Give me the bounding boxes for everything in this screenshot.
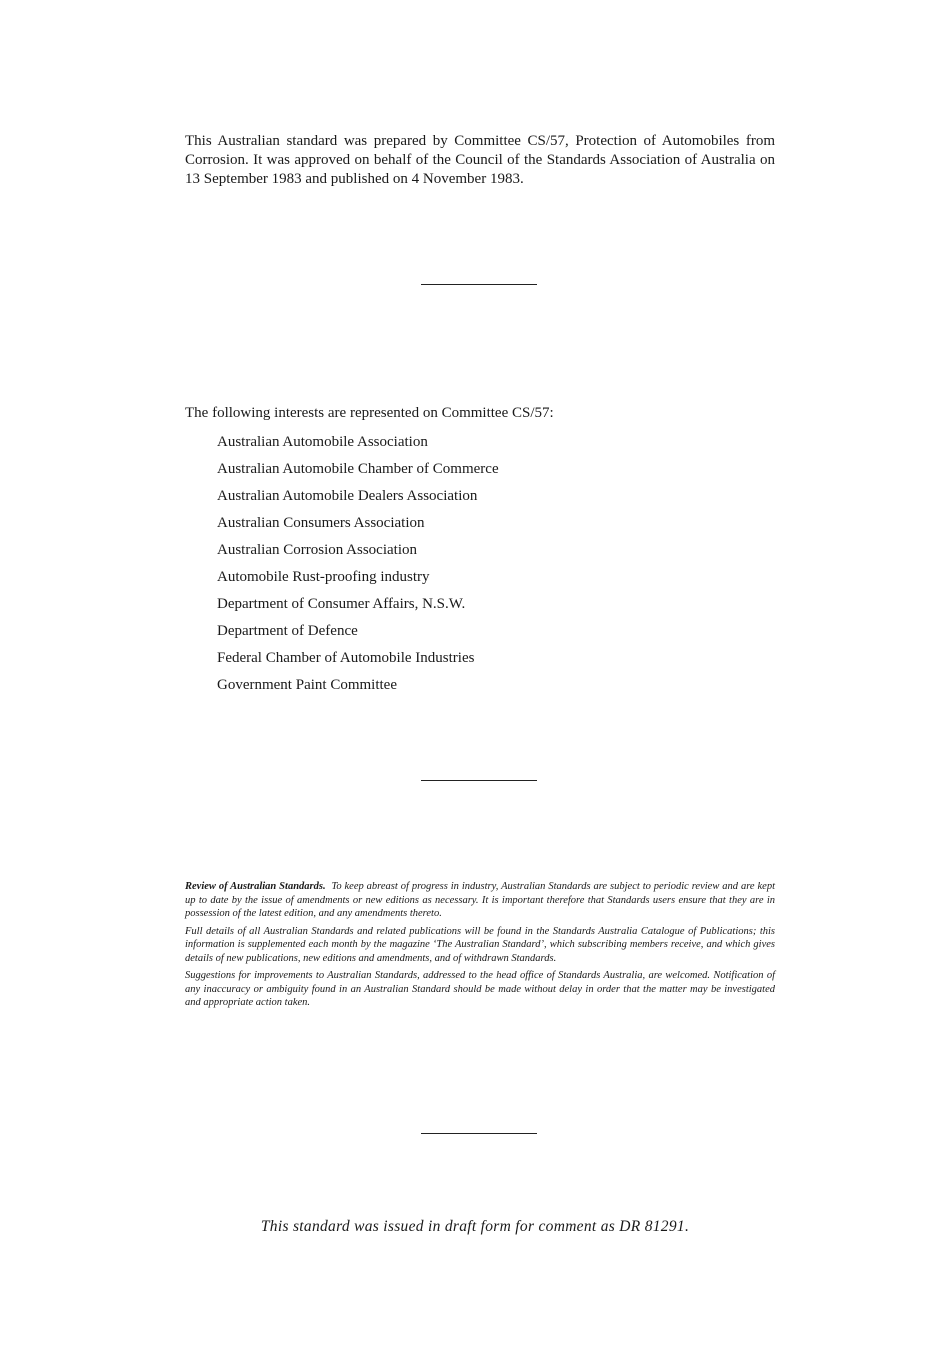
list-item: Automobile Rust-proofing industry: [217, 569, 430, 585]
interests-list: [185, 429, 775, 699]
list-item: Australian Automobile Chamber of Commerce: [217, 461, 499, 477]
list-item: Federal Chamber of Automobile Industries: [217, 650, 475, 666]
list-item: Australian Automobile Association: [217, 434, 428, 450]
list-item: Australian Consumers Association: [217, 515, 425, 531]
suggestions-paragraph: Suggestions for improvements to Australian Standards, addressed to the head office of Standards Australia, are welcomed. Notification of any inaccuracy or ambiguity found in an Australian Standard should be made without delay in order that the matter may be investigated and appropriate action taken.: [185, 970, 775, 1008]
section-divider: [421, 780, 537, 781]
committee-interests: [185, 402, 775, 699]
list-item: Department of Defence: [217, 623, 358, 639]
review-notice: [185, 880, 775, 1014]
review-heading: Review of Australian Standards.: [185, 881, 326, 892]
list-item: Department of Consumer Affairs, N.S.W.: [217, 596, 466, 612]
preparation-note: This Australian standard was prepared by Committee CS/57, Protection of Automobiles from Corrosion. It was approved on behalf of the Council of the Standards Association of Australia on 13 September 1983 and published on 4 November 1983.: [185, 133, 775, 187]
list-item: Australian Automobile Dealers Association: [217, 488, 478, 504]
list-item: Government Paint Committee: [217, 677, 397, 693]
draft-note: This standard was issued in draft form for comment as DR 81291.: [260, 1218, 690, 1235]
review-paragraph: [185, 880, 775, 921]
catalogue-paragraph: Full details of all Australian Standards and related publications will be found in the Standards Australia Catalogue of Publications; this information is supplemented each month by the magazine ‘The Australian Standard’, which subscribing members receive, and which gives details of new publications, new editions and amendments, and of withdrawn Standards.: [185, 925, 775, 964]
review-text: To keep abreast of progress in industry, Australian Standards are subject to periodic review and are kept up to date by the issue of amendments or new editions as necessary. It is important therefore that Standards users ensure that they are in possession of the latest edition, and any amendments thereto.: [185, 881, 775, 919]
section-divider: [421, 284, 537, 285]
interests-intro: The following interests are represented on Committee CS/57:: [185, 405, 554, 421]
section-divider: [421, 1133, 537, 1134]
list-item: Australian Corrosion Association: [217, 542, 417, 558]
